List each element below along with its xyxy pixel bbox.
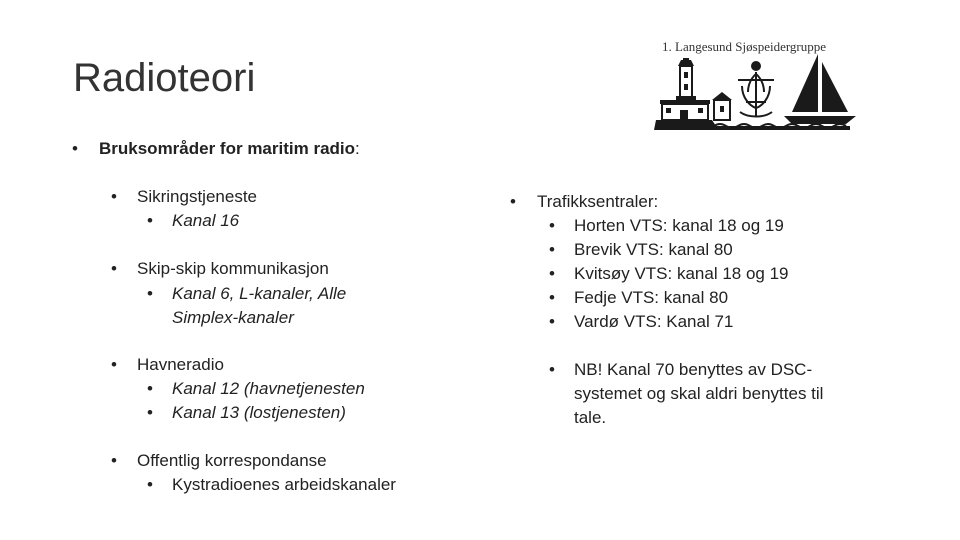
sikring-label: Sikringstjeneste xyxy=(137,187,258,206)
bullet: • xyxy=(147,379,153,398)
trafikk-label: Trafikksentraler: xyxy=(537,192,659,211)
bullet: • xyxy=(549,216,555,235)
offentlig-label: Offentlig korrespondanse xyxy=(137,451,327,470)
skip-label: Skip-skip kommunikasjon xyxy=(137,259,329,278)
bullet: • xyxy=(147,211,153,230)
bullet: • xyxy=(111,259,117,278)
bullet: • xyxy=(510,192,516,211)
trafikk-item: Vardø VTS: Kanal 71 xyxy=(574,312,734,331)
bullet: • xyxy=(549,240,555,259)
bullet: • xyxy=(111,187,117,206)
havn-label: Havneradio xyxy=(137,355,224,374)
bullet: • xyxy=(549,264,555,283)
skip-sub-line1: Kanal 6, L-kanaler, Alle xyxy=(172,284,347,303)
havn-sub1: Kanal 12 (havnetjenesten xyxy=(172,379,365,398)
section-heading-suffix: : xyxy=(355,139,360,158)
bullet: • xyxy=(147,284,153,303)
bullet: • xyxy=(111,355,117,374)
bullet: • xyxy=(147,475,153,494)
nb-line1: NB! Kanal 70 benyttes av DSC- xyxy=(574,360,813,379)
lighthouse-icon xyxy=(660,58,710,120)
bullet: • xyxy=(72,139,78,158)
scout-emblem-icon xyxy=(738,62,774,117)
nb-line2: systemet og skal aldri benyttes til xyxy=(574,384,824,403)
sikring-sub: Kanal 16 xyxy=(172,211,240,230)
scout-group-logo xyxy=(650,36,870,136)
nb-line3: tale. xyxy=(574,408,607,427)
logo-caption: 1. Langesund Sjøspeidergruppe xyxy=(662,39,827,54)
trafikk-item: Horten VTS: kanal 18 og 19 xyxy=(574,216,784,235)
trafikk-item: Kvitsøy VTS: kanal 18 og 19 xyxy=(574,264,789,283)
buildings-icon xyxy=(712,92,732,120)
offentlig-sub: Kystradioenes arbeidskanaler xyxy=(172,475,396,494)
bullet: • xyxy=(549,288,555,307)
trafikk-item: Brevik VTS: kanal 80 xyxy=(574,240,733,259)
section-heading-bold: Bruksområder for maritim radio xyxy=(99,139,356,158)
bullet: • xyxy=(111,451,117,470)
skip-sub-line2: Simplex-kanaler xyxy=(172,308,294,327)
trafikk-item: Fedje VTS: kanal 80 xyxy=(574,288,729,307)
havn-sub2: Kanal 13 (lostjenesten) xyxy=(172,403,346,422)
bullet: • xyxy=(147,403,153,422)
bullet: • xyxy=(549,360,555,379)
slide-title: Radioteori xyxy=(73,56,256,100)
section-heading xyxy=(99,137,360,161)
bullet: • xyxy=(549,312,555,331)
sailboat-icon xyxy=(784,54,856,124)
